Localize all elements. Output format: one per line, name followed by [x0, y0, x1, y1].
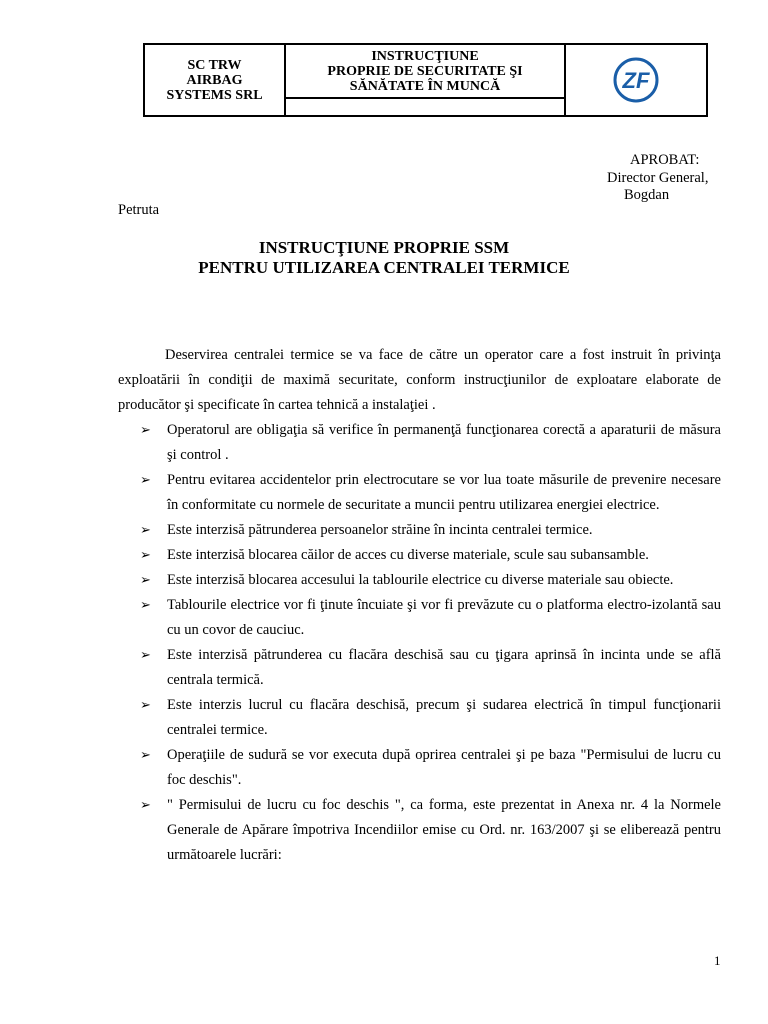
arrowhead-bullet-icon: ➢ [140, 573, 151, 588]
arrowhead-bullet-icon: ➢ [140, 748, 151, 763]
arrowhead-bullet-icon: ➢ [140, 798, 151, 813]
arrowhead-bullet-icon: ➢ [140, 548, 151, 563]
list-item: ➢ Pentru evitarea accidentelor prin electrocutare se vor lua toate măsurile de prevenire necesare în conformitate cu normele de securitate a muncii pentru utilizarea energiei electrice. [118, 468, 721, 518]
document-title-line-3: SĂNĂTATE ÎN MUNCĂ [349, 78, 501, 94]
approval-last-name: Petruta [118, 202, 160, 218]
approval-role: Director General, [607, 170, 709, 186]
arrowhead-bullet-icon: ➢ [140, 598, 151, 613]
company-name-cell [144, 44, 285, 116]
logo-cell [565, 44, 707, 116]
arrowhead-bullet-icon: ➢ [140, 473, 151, 488]
document-title-line-1: INSTRUCŢIUNE [371, 48, 479, 64]
page-number: 1 [714, 953, 721, 968]
main-title-line-1: INSTRUCŢIUNE PROPRIE SSM [258, 238, 510, 257]
arrowhead-bullet-icon: ➢ [140, 523, 151, 538]
rules-list [118, 418, 721, 868]
list-item: ➢ Este interzisă pătrunderea persoanelor străine în incinta centralei termice. [118, 518, 721, 543]
list-item: ➢ " Permisului de lucru cu foc deschis ", ca forma, este prezentat in Anexa nr. 4 la Normele Generale de Apărare împotriva Incendiilor emise cu Ord. nr. 163/2007 şi se eliberează pentru următoarele lucrări: [118, 793, 721, 868]
list-item: ➢ Operaţiile de sudură se vor executa după oprirea centralei şi pe baza "Permisului de lucru cu foc deschis". [118, 743, 721, 793]
list-item: ➢ Este interzisă pătrunderea cu flacăra deschisă sau cu ţigara aprinsă în incinta unde se află centrala termică. [118, 643, 721, 693]
document-header-table [143, 43, 708, 117]
company-name-line-3: SYSTEMS SRL [166, 87, 263, 103]
list-item: ➢ Tablourile electrice vor fi ţinute încuiate şi vor fi prevăzute cu o platforma electro-izolantă sau cu un covor de cauciuc. [118, 593, 721, 643]
list-item: ➢ Este interzis lucrul cu flacăra deschisă, precum şi sudarea electrică în timpul funcţionarii centralei termice. [118, 693, 721, 743]
list-item: ➢ Este interzisă blocarea accesului la tablourile electrice cu diverse materiale sau obiecte. [118, 568, 721, 593]
document-code-cell [285, 98, 565, 116]
arrowhead-bullet-icon: ➢ [140, 698, 151, 713]
document-title-line-2: PROPRIE DE SECURITATE ŞI [327, 63, 523, 79]
arrowhead-bullet-icon: ➢ [140, 423, 151, 438]
approval-first-name: Bogdan [624, 187, 670, 203]
document-title-cell [285, 44, 565, 98]
company-name-line-2: AIRBAG [186, 72, 243, 88]
logo-text: ZF [622, 68, 650, 93]
list-item: ➢ Operatorul are obligaţia să verifice în permanenţă funcţionarea corectă a aparaturii de măsura şi control . [118, 418, 721, 468]
intro-paragraph: Deservirea centralei termice se va face de către un operator care a fost instruit în privinţa exploatării în condiţii de maximă securitate, conform instrucţiunilor de exploatare elaborate de producător şi specificate în cartea tehnică a instalaţiei . [118, 347, 721, 413]
approval-label: APROBAT: [630, 152, 700, 168]
zf-logo-icon [613, 57, 659, 103]
main-title-line-2: PENTRU UTILIZAREA CENTRALEI TERMICE [198, 258, 570, 277]
arrowhead-bullet-icon: ➢ [140, 648, 151, 663]
list-item: ➢ Este interzisă blocarea căilor de acces cu diverse materiale, scule sau subansamble. [118, 543, 721, 568]
company-name-line-1: SC TRW [187, 57, 242, 73]
